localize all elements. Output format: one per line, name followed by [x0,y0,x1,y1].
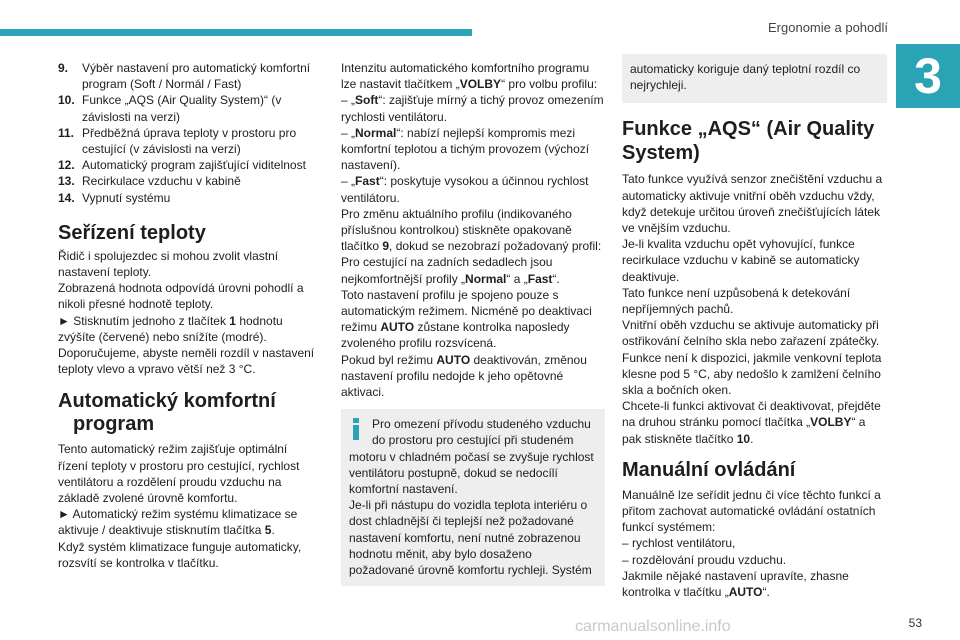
info-text: motoru v chladném počasí se zvyšuje rychlost ventilátoru postupně, dokud se nedocílí komfortní nastavení. Je-li při nástupu do vozidla teplota interiéru o dost chladnější či teplejší než požadované nastavení komfortu, není nutné zobrazenou hodnotu měnit, aby bylo dosaženo požadované úrovně komfortu rychleji. Systém [349,449,594,578]
profile-normal: – „Normal“: nabízí nejlepší kompromis mezi komfortní teplotou a tichým provozem (výchozí nastavení). [341,125,590,173]
paragraph-profile-change: Pro změnu aktuálního profilu (indikovaného příslušnou kontrolkou) stiskněte opakovaně tlačítko 9, dokud se nezobrazí požadovaný profil: Pro cestující na zadních sedadlech jsou nejkomfortnější profily „Normal“ a „Fast“. Toto nastavení profilu je spojeno pouze s automatickým režimem. Nicméně po deaktivaci režimu AUTO zůstane kontrolka naposledy zvoleného profilu rozsvícená. Pokud byl režimu AUTO deaktivován, změnou nastavení profilu nedojde k jeho opětovné aktivaci. [341,206,602,400]
list-item: 14. Vypnutí systému [58,190,171,205]
column-middle [341,60,605,586]
chapter-number-tab: 3 [896,44,960,108]
page-number: 53 [908,616,922,630]
info-box-continued [622,54,887,103]
running-header: Ergonomie a pohodlí [768,20,888,35]
section-heading-auto-program: Automatický komfortní program [58,390,276,436]
info-box [341,409,605,586]
list-item: 12. Automatický program zajišťující viditelnost [58,158,306,173]
watermark: carmanualsonline.info [575,618,731,635]
column-left [58,60,320,571]
info-text-continued: automaticky koriguje daný teplotní rozdíl co nejrychleji. [630,62,861,93]
section-heading-manual: Manuální ovládání [622,458,796,481]
header-accent-bar [0,29,472,36]
list-item: 13. Recirkulace vzduchu v kabině [58,174,241,189]
list-item: 10. Funkce „AQS (Air Quality System)“ (v závislosti na verzi) [58,93,282,124]
paragraph-auto-program: Tento automatický režim zajišťuje optimální řízení teploty v prostoru pro cestující, rychlost ventilátoru a rozdělení proudu vzduchu na základě zvolené úrovně komfortu. ► Automatický režim systému klimatizace se aktivuje / deaktivuje stisknutím tlačítka 5. Když systém klimatizace funguje automaticky, rozsvítí se kontrolka v tlačítku. [58,442,302,570]
list-item: 11. Předběžná úprava teploty v prostoru pro cestující (v závislosti na verzi) [58,125,297,157]
profile-fast: – „Fast“: poskytuje vysokou a účinnou rychlost ventilátoru. [341,174,589,205]
info-icon [349,418,363,440]
column-right [622,60,887,600]
list-item: 9. Výběr nastavení pro automatický komfortní program (Soft / Normál / Fast) [58,61,311,92]
info-text-first: Pro omezení přívodu studeného vzduchu do prostoru pro cestující při studeném [372,417,591,448]
paragraph-manual: Manuálně lze seřídit jednu či více těchto funkcí a přitom zachovat automatické ovládání ostatních funkcí systémem: – rychlost ventilátoru, – rozdělování proudu vzduchu. Jakmile nějaké nastavení upravíte, zhasne kontrolka v tlačítku „AUTO“. [622,487,881,600]
paragraph-aqs-activation: Chcete-li funkci aktivovat či deaktivovat, přejděte na druhou stránku pomocí tlačítka „VOLBY“ a pak stiskněte tlačítko 10. [622,399,881,446]
profile-soft: – „Soft“: zajišťuje mírný a tichý provoz omezením rychlosti ventilátoru. [341,93,604,124]
paragraph-aqs: Tato funkce využívá senzor znečištění vzduchu a automaticky aktivuje vnitřní oběh vzduchu vždy, když detekuje určitou úroveň znečišťujících látek ve vnějším vzduchu. Je-li kvalita vzduchu opět vyhovující, funkce recirkulace vzduchu v kabině se automaticky deaktivuje. Tato funkce není uzpůsobená k detekování nepříjemných pachů. Vnitřní oběh vzduchu se aktivuje automaticky při ostřikování čelního skla nebo zařazení zpátečky. Funkce není k dispozici, jakmile venkovní teplota klesne pod 5 °C, aby nedošlo k zamlžení čelního skla a bočních oken. [622,172,883,398]
paragraph-profiles: Intenzitu automatického komfortního programu lze nastavit tlačítkem „VOLBY“ pro volbu profilu: [341,61,598,92]
legend-list [58,60,320,206]
paragraph-temperature: Řidič i spolujezdec si mohou zvolit vlastní nastavení teploty. Zobrazená hodnota odpovídá úrovni pohodlí a nikoli přesné hodnotě teploty. ► Stisknutím jednoho z tlačítek 1 hodnotu zvýšíte (červené) nebo snížíte (modré). Doporučujeme, abyste neměli rozdíl v nastavení teploty vlevo a vpravo větší než 3 °C. [58,248,315,377]
section-heading-temperature: Seřízení teploty [58,221,206,244]
section-heading-aqs: Funkce „AQS“ (Air Quality System) [622,118,875,165]
